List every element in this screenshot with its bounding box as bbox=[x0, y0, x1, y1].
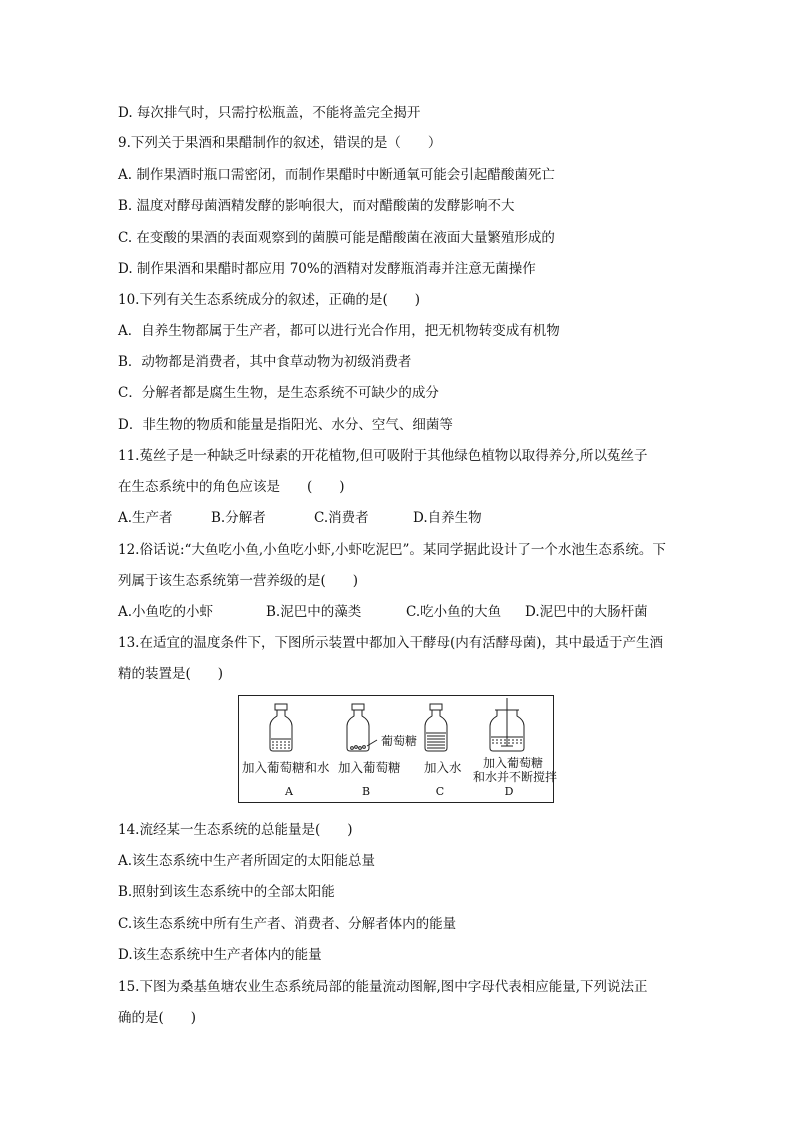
q11-option-b: B.分解者 bbox=[211, 510, 266, 526]
q11-option-d: D.自养生物 bbox=[413, 510, 482, 526]
q8-option-d: D. 每次排气时，只需拧松瓶盖，不能将盖完全揭开 bbox=[118, 105, 421, 121]
q12-option-d: D.泥巴中的大肠杆菌 bbox=[525, 604, 648, 620]
q10-option-c: C．分解者都是腐生生物，是生态系统不可缺少的成分 bbox=[118, 385, 439, 401]
q9-option-a: A. 制作果酒时瓶口需密闭，而制作果醋时中断通氧可能会引起醋酸菌死亡 bbox=[118, 167, 555, 183]
flask-a bbox=[270, 704, 292, 751]
q11-option-a: A.生产者 bbox=[118, 510, 173, 526]
q10-stem: 10.下列有关生态系统成分的叙述，正确的是( ) bbox=[118, 292, 421, 308]
q9-option-b: B. 温度对酵母菌酒精发酵的影响很大，而对醋酸菌的发酵影响不大 bbox=[118, 198, 515, 214]
q14-option-a: A.该生态系统中生产者所固定的太阳能总量 bbox=[118, 853, 376, 869]
q14-stem: 14.流经某一生态系统的总能量是( ) bbox=[118, 822, 353, 838]
q12-option-b: B.泥巴中的藻类 bbox=[266, 604, 362, 620]
caption-d-line2: 和水并不断搅拌 bbox=[473, 770, 558, 784]
flask-c bbox=[425, 704, 447, 751]
flask-b bbox=[347, 704, 377, 751]
q13-stem-line1: 13.在适宜的温度条件下，下图所示装置中都加入干酵母(内有活酵母菌)，其中最适于产生酒 bbox=[118, 635, 664, 651]
q12-option-c: C.吃小鱼的大鱼 bbox=[406, 604, 502, 620]
q11-stem-line1: 11.菟丝子是一种缺乏叶绿素的开花植物,但可吸附于其他绿色植物以取得养分,所以菟丝子 bbox=[118, 448, 648, 464]
label-d: D bbox=[504, 785, 514, 798]
q11-stem-line2: 在生态系统中的角色应该是 ( ) bbox=[118, 479, 345, 495]
q14-option-d: D.该生态系统中生产者体内的能量 bbox=[118, 947, 322, 963]
q14-option-c: C.该生态系统中所有生产者、消费者、分解者体内的能量 bbox=[118, 916, 457, 932]
q10-option-d: D．非生物的物质和能量是指阳光、水分、空气、细菌等 bbox=[118, 417, 453, 433]
q15-stem-line2: 确的是( ) bbox=[118, 1010, 197, 1026]
q12-stem-line2: 列属于该生态系统第一营养级的是( ) bbox=[118, 573, 359, 589]
q12-option-a: A.小鱼吃的小虾 bbox=[118, 604, 214, 620]
caption-b: 加入葡萄糖 bbox=[338, 760, 401, 775]
glucose-label: 葡萄糖 bbox=[381, 734, 418, 748]
q12-stem-line1: 12.俗话说:“大鱼吃小鱼,小鱼吃小虾,小虾吃泥巴”。某同学据此设计了一个水池生态系统。下 bbox=[118, 542, 666, 558]
label-b: B bbox=[361, 785, 371, 798]
flask-apparatus-figure bbox=[238, 695, 558, 803]
q9-stem: 9.下列关于果酒和果醋制作的叙述，错误的是（ ） bbox=[118, 135, 442, 151]
caption-a: 加入葡萄糖和水 bbox=[242, 760, 330, 775]
label-a: A bbox=[285, 785, 293, 798]
q10-option-a: A．自养生物都属于生产者，都可以进行光合作用，把无机物转变成有机物 bbox=[118, 323, 560, 339]
caption-d-line1: 加入葡萄糖 bbox=[482, 756, 543, 770]
q11-option-c: C.消费者 bbox=[314, 510, 369, 526]
q14-option-b: B.照射到该生态系统中的全部太阳能 bbox=[118, 884, 335, 900]
q9-option-d: D. 制作果酒和果醋时都应用 70%的酒精对发酵瓶消毒并注意无菌操作 bbox=[118, 261, 536, 277]
q15-stem-line1: 15.下图为桑基鱼塘农业生态系统局部的能量流动图解,图中字母代表相应能量,下列说法正 bbox=[118, 979, 648, 995]
flask-d bbox=[490, 698, 524, 751]
caption-c: 加入水 bbox=[424, 760, 462, 775]
q9-option-c: C. 在变酸的果酒的表面观察到的菌膜可能是醋酸菌在液面大量繁殖形成的 bbox=[118, 230, 555, 246]
q10-option-b: B．动物都是消费者，其中食草动物为初级消费者 bbox=[118, 354, 412, 370]
q13-stem-line2: 精的装置是( ) bbox=[118, 666, 224, 682]
label-c: C bbox=[435, 785, 445, 798]
caption-d bbox=[473, 756, 558, 784]
